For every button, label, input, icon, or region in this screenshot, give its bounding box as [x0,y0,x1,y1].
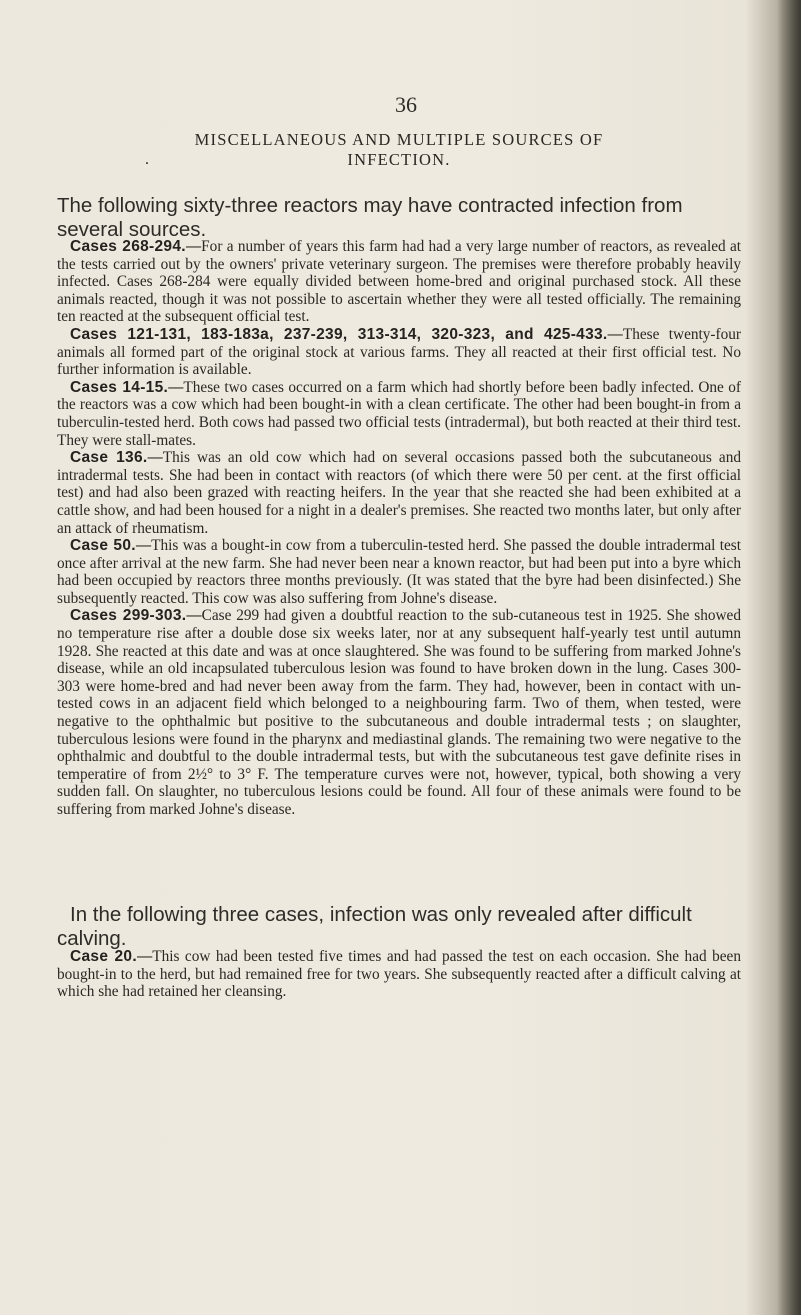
page-binding-shadow [777,0,801,1315]
case-text: These two cases occurred on a farm which had shortly before been badly infected. One of the reactors was a cow which had been bought-in with a clean certificate. The other had been bought-in from a tuberculin-tested herd. Both cows had passed two official tests (intradermal), but both reacted at their third test. They were stall-mates. [57,378,741,449]
em-dash: — [185,238,202,255]
em-dash: — [136,948,153,965]
case-label: Cases 268-294. [70,238,186,255]
case-paragraph [57,537,741,607]
intro-paragraph: The following sixty-three reactors may have contracted infection from several sources. [57,193,683,241]
case-paragraph [57,607,741,818]
case-paragraph [57,379,741,449]
case-paragraph [57,326,741,379]
case-label: Cases 299-303. [70,607,187,625]
case-text: This was an old cow which had on several occasions passed both the subcutaneous and intradermal tests. She had been in contact with reactors (of which there were 50 per cent. at the first official test) and had also been grazed with reacting heifers. In the year that she reacted she had been exhibited at a cattle show, and had been housed for a night in a dealer's premises. She reacted two months later, but only after an attack of rheumatism. [57,449,741,537]
section-heading-line-2: INFECTION. [347,150,451,169]
case-label: Case 20. [70,948,137,965]
section-heading [57,130,741,170]
page-number: 36 [395,92,417,117]
case-text: For a number of years this farm had had a very large number of reactors, as revealed at the tests carried out by the owners' private veterinary surgeon. The premises were therefore probably heavily infected. Cases 268-284 were equally divided between home-bred and original purchased stock. All these animals reacted, though it was not possible to ascertain whether they were all tested officially. The remaining ten reacted at the subsequent official test. [57,238,742,326]
case-paragraph [57,238,741,326]
heading-stray-dot: . [145,151,151,168]
em-dash: — [147,449,163,467]
em-dash: — [607,325,623,343]
case-label: Cases 121-131, 183-183a, 237-239, 313-314, 320-323, and 425-433. [70,325,608,343]
case-text: These twenty-four animals all formed part of the original stock at various farms. They all reacted at their first official test. No further information is available. [57,325,742,379]
secondary-case-list [57,948,741,1001]
section-heading-line-1: MISCELLANEOUS AND MULTIPLE SOURCES OF [194,130,604,149]
case-text: This cow had been tested five times and had passed the test on each occasion. She had been bought-in to the herd, but had remained free for two years. She subsequently reacted after a difficult calving at which she had retained her cleansing. [57,948,741,1001]
case-list [57,238,741,819]
case-label: Case 136. [70,449,148,467]
case-label: Case 50. [70,537,136,555]
case-label: Cases 14-15. [70,378,169,396]
em-dash: — [135,537,152,555]
case-paragraph [57,449,741,537]
secondary-intro-paragraph: In the following three cases, infection was only revealed after difficult calving. [57,902,692,950]
case-text: Case 299 had given a doubtful reaction to the sub-cutaneous test in 1925. She showed no temperature rise after a double dose six weeks later, nor at any subsequent half-yearly test until autumn 1928. She reacted at this date and was at once slaughtered. She was found to be suffering from marked Johne's disease, while an old incapsulated tuberculous lesion was found to have broken down in the lung. Cases 300-303 were home-bred and had never been away from the farm. They had, however, been in contact with un-tested cows in an adjacent field which belonged to a neighbouring farm. Two of them, when tested, were negative to the ophthalmic but positive to the subcutaneous and double intradermal tests ; on slaughter, tuberculous lesions were found in the pharynx and mediastinal glands. The remaining two were negative to the ophthalmic and doubtful to the double intradermal tests, but with the subcutaneous test gave definite rises in temperatire of from 2½° to 3° F. The temperature curves were not, however, typical, both showing a very sudden fall. On slaughter, no tuberculous lesions could be found. All four of these animals were found to be suffering from marked Johne's disease. [57,607,741,818]
em-dash: — [186,607,202,625]
case-paragraph [57,948,741,1001]
case-text: This was a bought-in cow from a tuberculin-tested herd. She passed the double intradermal test once after arrival at the new farm. She had never been near a known reactor, but had been put into a byre which had been occupied by reactors three months previously. (It was stated that the byre had been disinfected.) She subsequently reacted. This cow was also suffering from Johne's disease. [57,537,741,607]
em-dash: — [168,378,184,396]
